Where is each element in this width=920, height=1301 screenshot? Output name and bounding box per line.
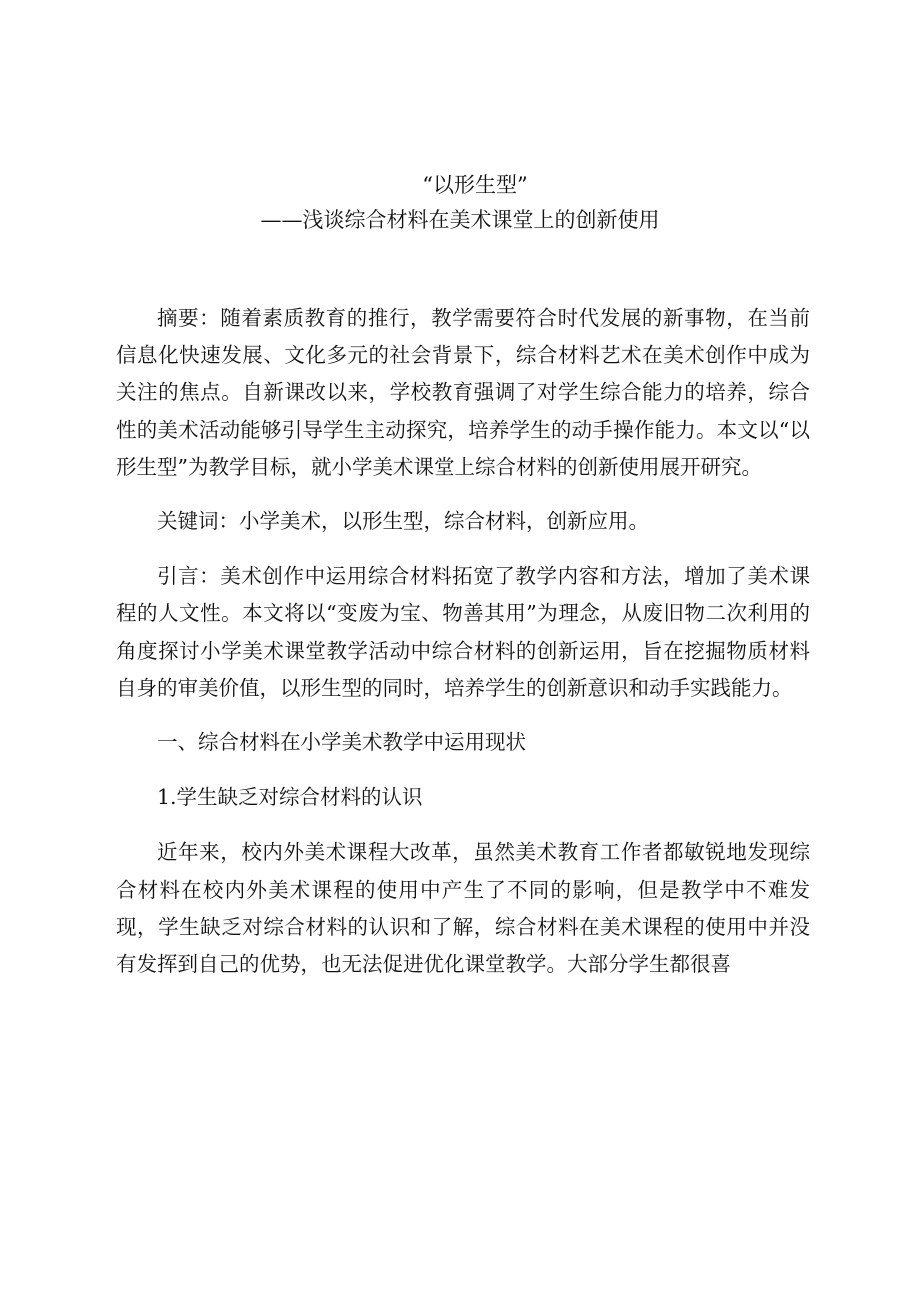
title-block xyxy=(0,168,920,238)
body-paragraph: 近年来，校内外美术课程大改革，虽然美术教育工作者都敏锐地发现综合材料在校内外美术课程的使用中产生了不同的影响，但是教学中不难发现，学生缺乏对综合材料的认识和了解，综合材料在美术课程的使用中并没有发挥到自己的优势，也无法促进优化课堂教学。大部分学生都很喜 xyxy=(116,840,810,977)
abstract-paragraph: 摘要：随着素质教育的推行，教学需要符合时代发展的新事物，在当前信息化快速发展、文化多元的社会背景下，综合材料艺术在美术创作中成为关注的焦点。自新课改以来，学校教育强调了对学生综合能力的培养，综合性的美术活动能够引导学生主动探究，培养学生的动手操作能力。本文以“以形生型”为教学目标，就小学美术课堂上综合材料的创新使用展开研究。 xyxy=(116,306,810,479)
introduction-paragraph: 引言：美术创作中运用综合材料拓宽了教学内容和方法，增加了美术课程的人文性。本文将以“变废为宝、物善其用”为理念，从废旧物二次利用的角度探讨小学美术课堂教学活动中综合材料的创新运用，旨在挖掘物质材料自身的审美价值，以形生型的同时，培养学生的创新意识和动手实践能力。 xyxy=(116,564,810,700)
document-body xyxy=(116,300,810,1000)
document-title: “以形生型” xyxy=(422,173,528,197)
subsection-heading: 1.学生缺乏对综合材料的认识 xyxy=(157,785,423,810)
document-subtitle: ——浅谈综合材料在美术课堂上的创新使用 xyxy=(260,208,660,232)
section-heading: 一、综合材料在小学美术教学中运用现状 xyxy=(157,730,526,755)
keywords-paragraph: 关键词：小学美术，以形生型，综合材料，创新应用。 xyxy=(157,509,649,534)
